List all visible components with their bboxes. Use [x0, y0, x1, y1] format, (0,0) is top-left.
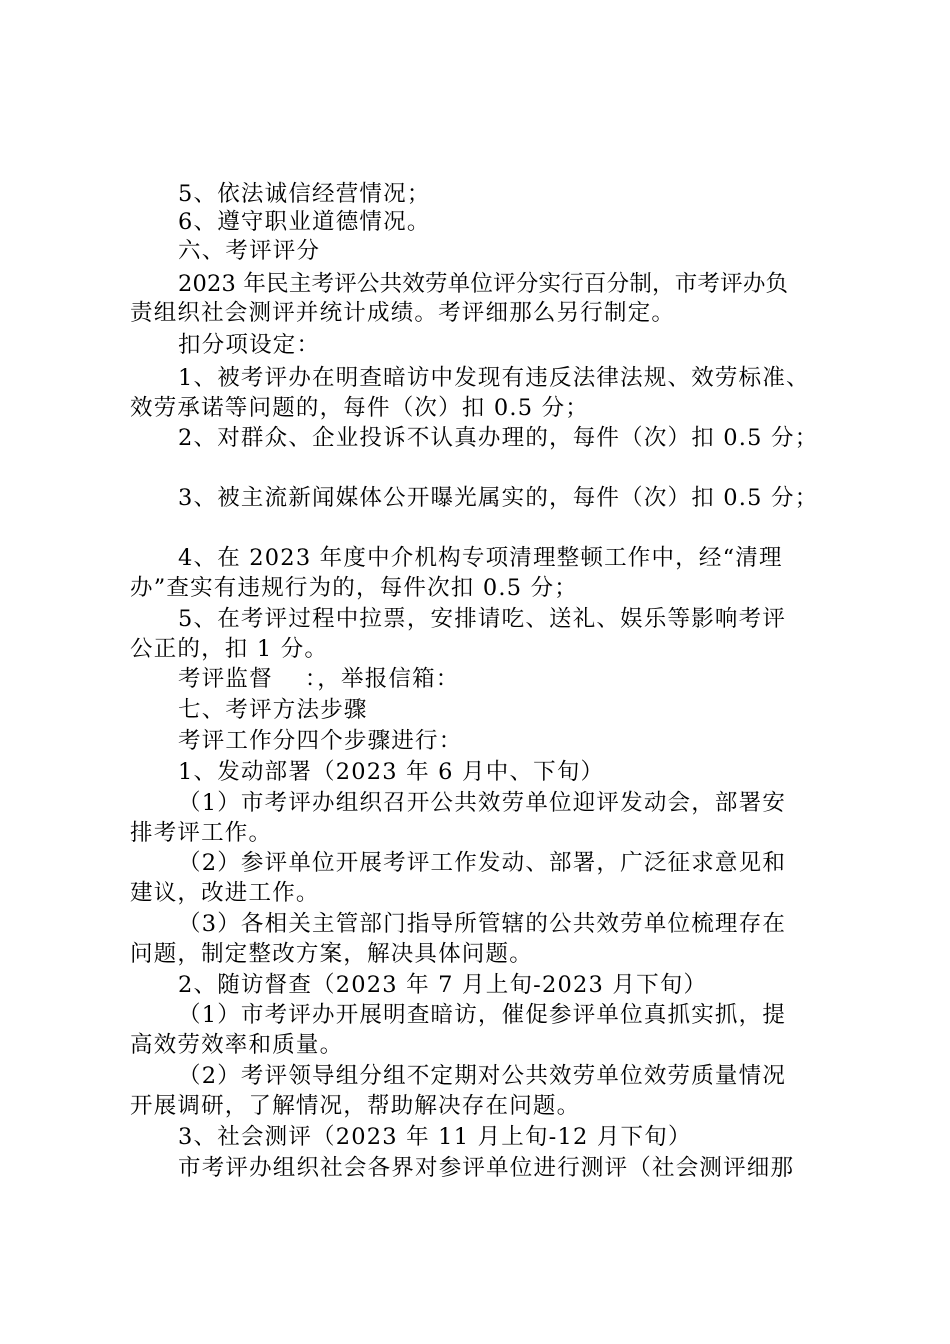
text-line: 排考评工作。	[130, 820, 273, 846]
text-line: 扣分项设定：	[178, 332, 321, 358]
text-line: 3、被主流新闻媒体公开曝光属实的，每件（次）扣 0.5 分；	[178, 485, 819, 511]
text-line: 公正的，扣 1 分。	[130, 636, 329, 662]
text-line: 考评工作分四个步骤进行：	[178, 728, 463, 754]
text-line: （1）市考评办开展明查暗访，催促参评单位真抓实抓，提	[178, 1002, 787, 1028]
text-line: 5、依法诚信经营情况；	[178, 181, 431, 207]
text-line: 办”查实有违规行为的，每件次扣 0.5 分；	[130, 575, 578, 601]
text-line: 4、在 2023 年度中介机构专项清理整顿工作中，经“清理	[178, 545, 783, 571]
text-line: 开展调研，了解情况，帮助解决存在问题。	[130, 1093, 581, 1119]
text-line: 1、被考评办在明查暗访中发现有违反法律法规、效劳标准、	[178, 365, 810, 391]
text-line: 2、对群众、企业投诉不认真办理的，每件（次）扣 0.5 分；	[178, 425, 819, 451]
text-line: （2）参评单位开展考评工作发动、部署，广泛征求意见和	[178, 850, 787, 876]
text-line: 3、社会测评（2023 年 11 月上旬-12 月下旬）	[178, 1124, 692, 1150]
text-line: 市考评办组织社会各界对参评单位进行测评（社会测评细那	[178, 1155, 795, 1181]
text-line: 2023 年民主考评公共效劳单位评分实行百分制，市考评办负	[178, 271, 789, 297]
text-line: （1）市考评办组织召开公共效劳单位迎评发动会，部署安	[178, 790, 787, 816]
text-line: 高效劳效率和质量。	[130, 1032, 344, 1058]
text-line: 效劳承诺等问题的，每件（次）扣 0.5 分；	[130, 395, 589, 421]
text-line: 6、遵守职业道德情况。	[178, 209, 431, 235]
text-line: 建议，改进工作。	[130, 880, 320, 906]
text-line: 5、在考评过程中拉票，安排请吃、送礼、娱乐等影响考评	[178, 606, 787, 632]
text-line: （2）考评领导组分组不定期对公共效劳单位效劳质量情况	[178, 1063, 787, 1089]
text-line: 2、随访督查（2023 年 7 月上旬-2023 月下旬）	[178, 972, 708, 998]
section-heading: 七、考评方法步骤	[178, 697, 368, 723]
section-heading: 六、考评评分	[178, 238, 321, 264]
text-line: 责组织社会测评并统计成绩。考评细那么另行制定。	[130, 300, 676, 326]
text-line: 1、发动部署（2023 年 6 月中、下旬）	[178, 759, 605, 785]
text-line: 考评监督 ：，举报信箱：	[178, 666, 460, 692]
text-line: （3）各相关主管部门指导所管辖的公共效劳单位梳理存在	[178, 911, 787, 937]
text-line: 问题，制定整改方案，解决具体问题。	[130, 941, 533, 967]
